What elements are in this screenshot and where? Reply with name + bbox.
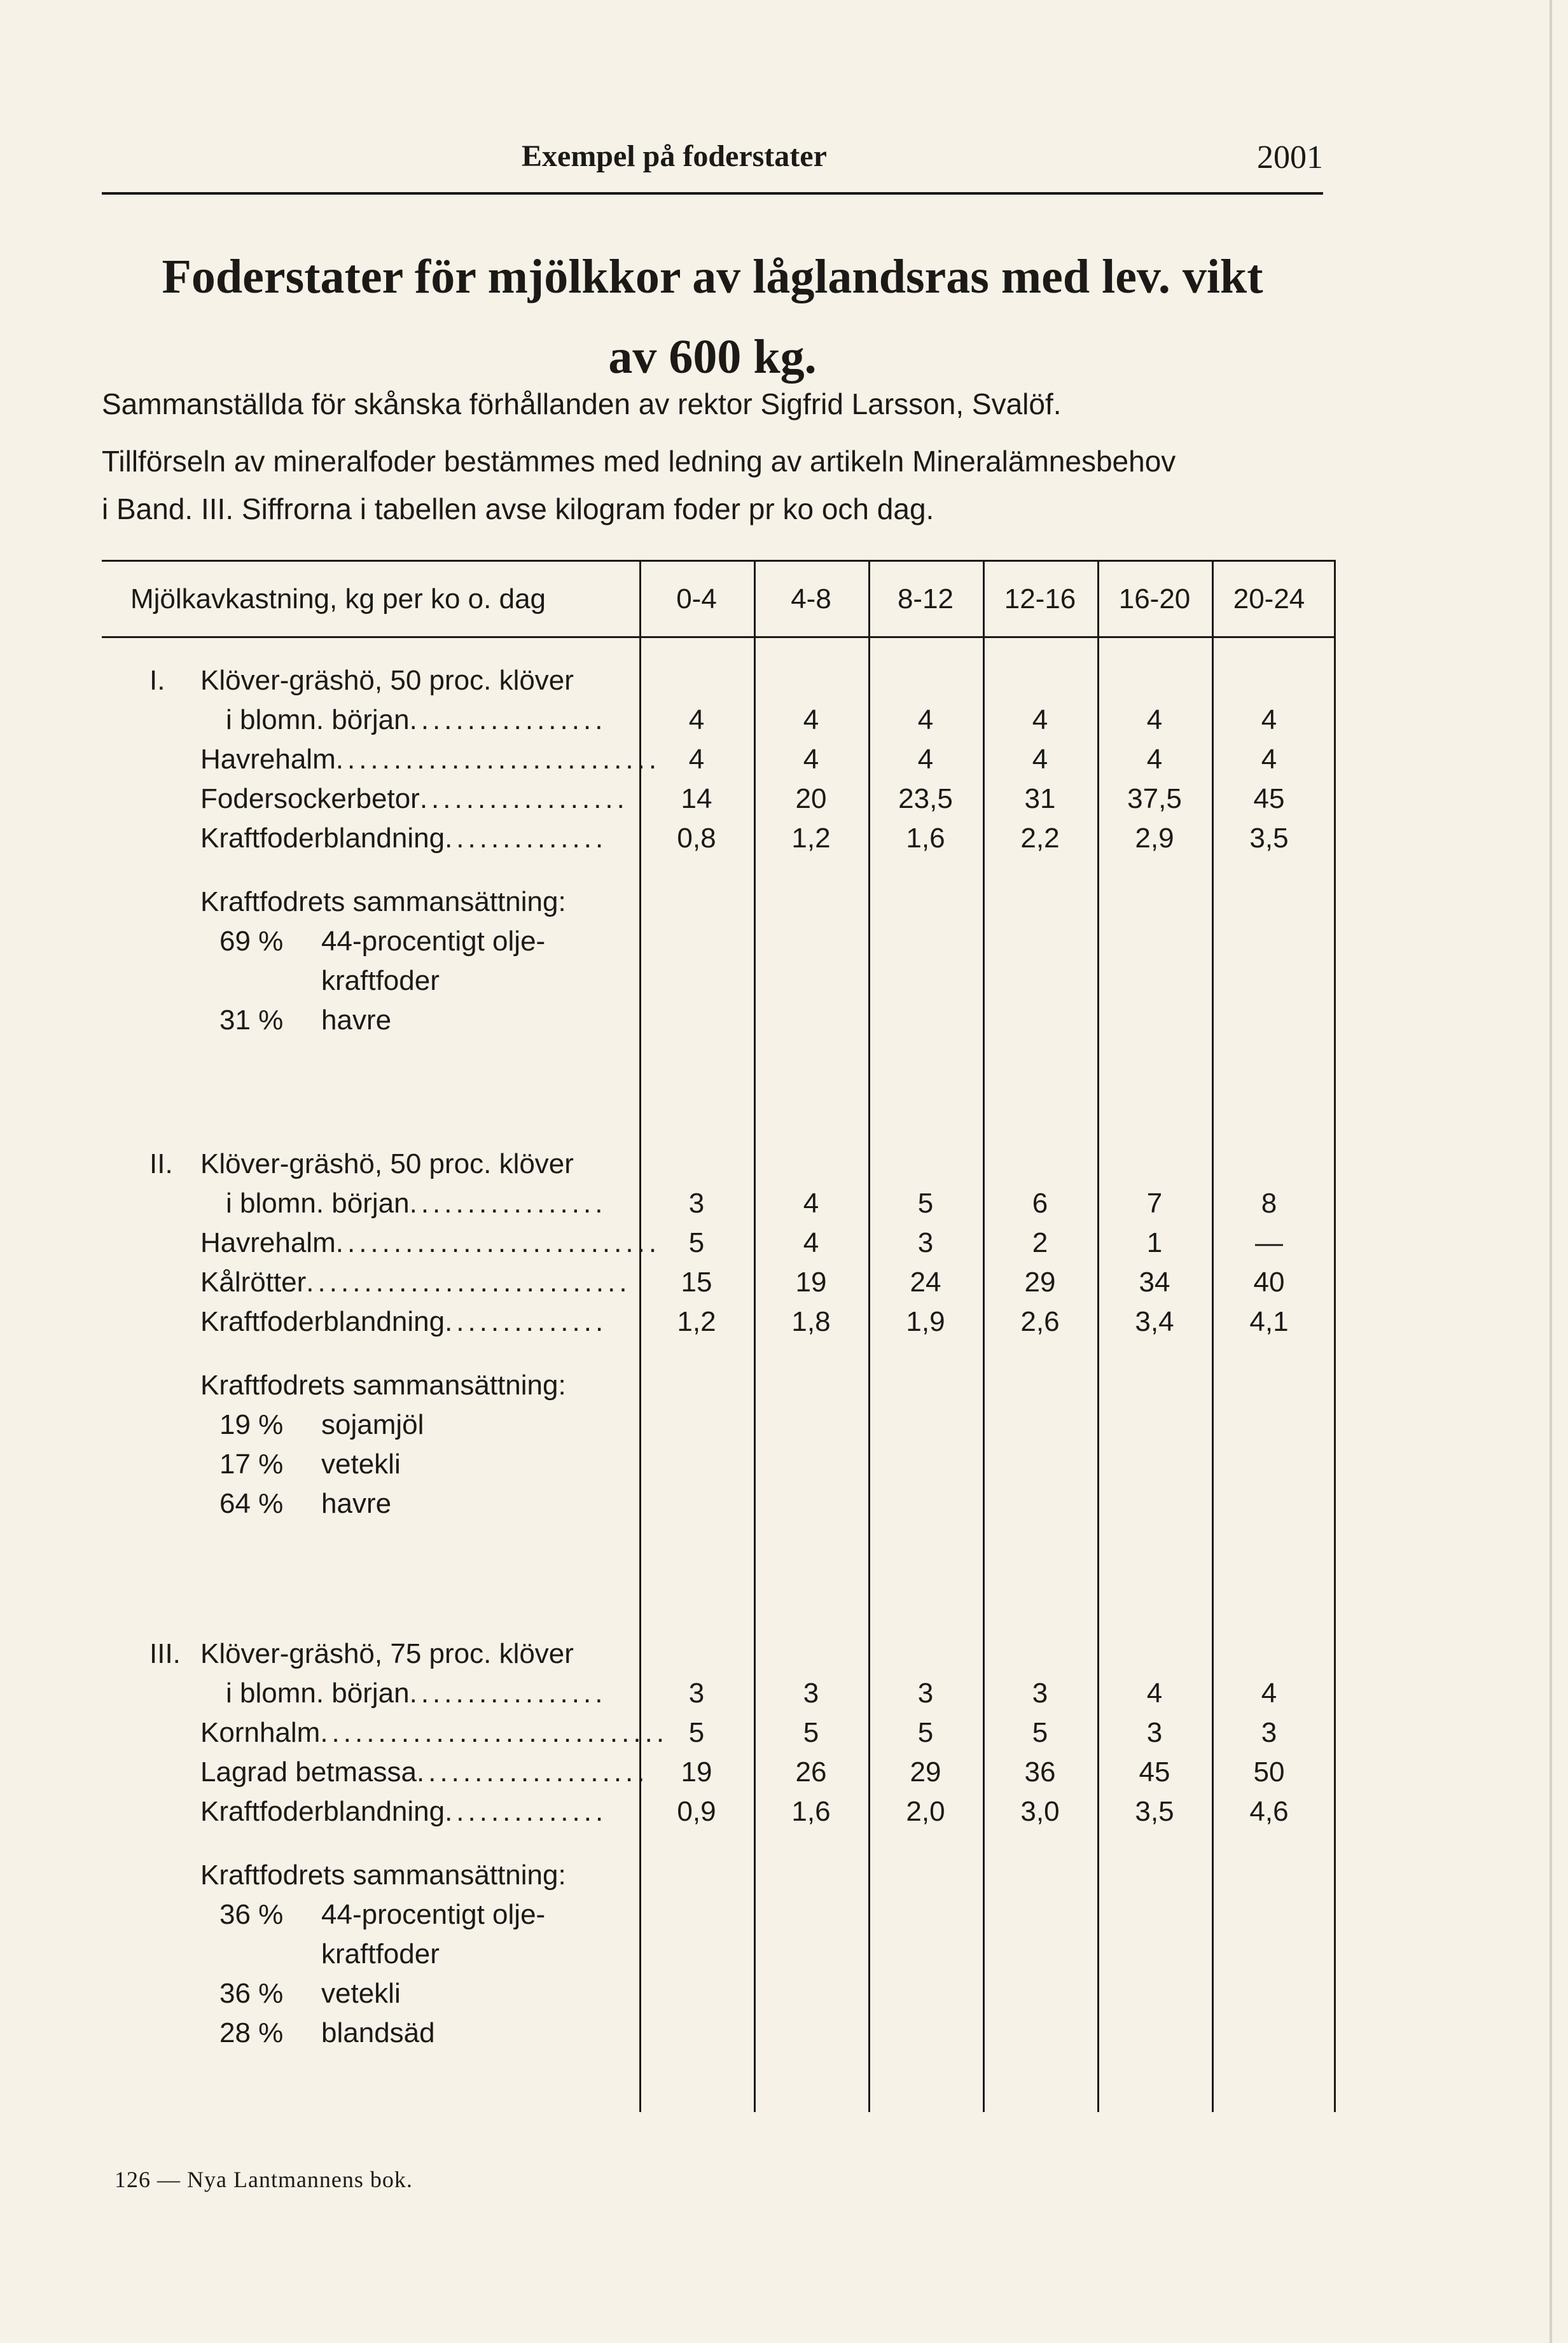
leader-dots: .................: [409, 1678, 607, 1709]
composition-label: Kraftfodrets sammansättning:: [200, 1370, 566, 1401]
feed-value: 4: [803, 704, 819, 735]
feed-value: 2,2: [1020, 823, 1060, 854]
running-head: [102, 127, 1323, 184]
feed-value: 3,0: [1020, 1796, 1060, 1827]
page-number: 2001: [1257, 139, 1323, 176]
leader-dots: ....................: [417, 1756, 649, 1788]
feed-value: 1,8: [791, 1306, 831, 1337]
feed-value: 4: [1146, 704, 1163, 735]
feed-item-label: i blomn. början.................: [226, 1674, 623, 1713]
feed-value: 5: [688, 1227, 705, 1258]
feed-item-label: i blomn. början.................: [226, 1185, 623, 1223]
feed-value: 34: [1139, 1267, 1170, 1298]
feed-item-label: Fodersockerbetor..................: [200, 780, 623, 818]
feed-value: 5: [803, 1717, 819, 1748]
column-rule: [1097, 560, 1099, 2112]
column-rule: [639, 560, 641, 2112]
feed-value: 36: [1024, 1756, 1056, 1788]
column-header: 0-4: [676, 583, 717, 615]
feed-value: 7: [1146, 1188, 1163, 1219]
feed-value: 4: [1261, 1678, 1277, 1709]
feed-value: 4: [803, 744, 819, 775]
page-title: [102, 237, 1323, 397]
feed-value: 4: [803, 1227, 819, 1258]
composition-percent: 69 %: [219, 926, 284, 957]
feed-value: 4: [688, 704, 705, 735]
feed-value: 2,0: [906, 1796, 945, 1827]
feed-value: 3: [688, 1678, 705, 1709]
composition-percent: 19 %: [219, 1409, 284, 1440]
feed-value: 2: [1032, 1227, 1048, 1258]
composition-ingredient: sojamjöl: [321, 1409, 424, 1440]
feed-item-label: i blomn. början.................: [226, 701, 623, 739]
table-header-rule: [102, 636, 1336, 638]
feed-value: 4: [1261, 744, 1277, 775]
feed-value: 3: [803, 1678, 819, 1709]
feed-value: 1,6: [791, 1796, 831, 1827]
feed-value: 4: [688, 744, 705, 775]
feed-value: 4: [1032, 704, 1048, 735]
feed-value: 3: [917, 1227, 934, 1258]
column-header: 12-16: [1004, 583, 1076, 615]
section-number: I.: [149, 665, 165, 696]
feed-value: 4: [917, 704, 934, 735]
composition-ingredient: kraftfoder: [321, 965, 440, 996]
leader-dots: ..............: [445, 823, 607, 854]
intro-line-2: Tillförseln av mineralfoder bestämmes med ledning av artikeln Mineralämnesbehov: [102, 445, 1176, 478]
title-line-2: av 600 kg.: [608, 330, 817, 384]
feed-value: 4: [803, 1188, 819, 1219]
feed-item-label: Kornhalm..............................: [200, 1714, 623, 1752]
feed-value: 3,5: [1135, 1796, 1174, 1827]
feed-value: 15: [681, 1267, 712, 1298]
feed-value: 4: [1261, 704, 1277, 735]
feed-value: 4: [917, 744, 934, 775]
composition-ingredient: 44-procentigt olje-: [321, 926, 546, 957]
feed-value: 2,6: [1020, 1306, 1060, 1337]
section-number: III.: [149, 1638, 181, 1669]
composition-ingredient: havre: [321, 1488, 392, 1519]
feed-value: 5: [688, 1717, 705, 1748]
feed-item-label: Klöver-gräshö, 75 proc. klöver: [200, 1638, 574, 1669]
feed-table: [102, 560, 1336, 2112]
feed-item-label: Klöver-gräshö, 50 proc. klöver: [200, 1148, 574, 1179]
intro-line-3: i Band. III. Siffrorna i tabellen avse kilogram foder pr ko och dag.: [102, 492, 934, 525]
feed-value: 1: [1146, 1227, 1163, 1258]
composition-ingredient: 44-procentigt olje-: [321, 1899, 546, 1930]
feed-value: 5: [917, 1717, 934, 1748]
feed-value: 1,2: [677, 1306, 716, 1337]
feed-value: 23,5: [898, 783, 953, 814]
composition-percent: 17 %: [219, 1449, 284, 1480]
feed-value: 19: [681, 1756, 712, 1788]
leader-dots: .................: [409, 704, 607, 735]
feed-value: 37,5: [1127, 783, 1182, 814]
table-right-rule: [1334, 560, 1336, 2112]
composition-percent: 28 %: [219, 2017, 284, 2048]
feed-item-label: Havrehalm............................: [200, 740, 623, 779]
feed-value: 3: [688, 1188, 705, 1219]
composition-percent: 36 %: [219, 1899, 284, 1930]
column-header: 20-24: [1233, 583, 1305, 615]
feed-value: 4: [1146, 744, 1163, 775]
feed-value: 5: [1032, 1717, 1048, 1748]
feed-value: 24: [910, 1267, 941, 1298]
feed-value: 19: [795, 1267, 827, 1298]
column-rule: [868, 560, 870, 2112]
column-header: 8-12: [897, 583, 954, 615]
composition-ingredient: kraftfoder: [321, 1938, 440, 1970]
feed-value: 5: [917, 1188, 934, 1219]
leader-dots: ..............: [445, 1306, 607, 1337]
intro-line-1: Sammanställda för skånska förhållanden av rektor Sigfrid Larsson, Svalöf.: [102, 387, 1062, 421]
feed-item-label: Lagrad betmassa....................: [200, 1753, 623, 1791]
feed-value: 45: [1253, 783, 1285, 814]
feed-value: 2,9: [1135, 823, 1174, 854]
feed-value: 3: [1032, 1678, 1048, 1709]
leader-dots: ..............................: [320, 1717, 669, 1748]
table-top-rule: [102, 560, 1336, 562]
feed-value: 20: [795, 783, 827, 814]
feed-item-label: Klöver-gräshö, 50 proc. klöver: [200, 665, 574, 696]
feed-value: 0,8: [677, 823, 716, 854]
composition-percent: 31 %: [219, 1005, 284, 1036]
leader-dots: ............................: [335, 1227, 661, 1258]
feed-value: 0,9: [677, 1796, 716, 1827]
column-rule: [983, 560, 985, 2112]
header-rule: [102, 192, 1323, 195]
column-header: 16-20: [1118, 583, 1191, 615]
feed-value: 4: [1032, 744, 1048, 775]
feed-value: 4: [1146, 1678, 1163, 1709]
feed-value: 1,2: [791, 823, 831, 854]
feed-value: 4,6: [1249, 1796, 1289, 1827]
feed-value: 3: [1261, 1717, 1277, 1748]
feed-value: 29: [1024, 1267, 1056, 1298]
leader-dots: ..................: [419, 783, 628, 814]
feed-value: 50: [1253, 1756, 1285, 1788]
feed-value: 3,4: [1135, 1306, 1174, 1337]
leader-dots: ............................: [306, 1267, 631, 1298]
leader-dots: ............................: [335, 744, 661, 775]
title-line-1: Foderstater för mjölkkor av låglandsras med lev. vikt: [162, 250, 1263, 303]
leader-dots: .................: [409, 1188, 607, 1219]
feed-value: —: [1255, 1227, 1283, 1258]
feed-value: 3: [917, 1678, 934, 1709]
feed-value: 4,1: [1249, 1306, 1289, 1337]
column-rule: [754, 560, 756, 2112]
composition-ingredient: vetekli: [321, 1978, 401, 2009]
feed-value: 1,9: [906, 1306, 945, 1337]
feed-value: 26: [795, 1756, 827, 1788]
feed-item-label: Kålrötter............................: [200, 1263, 623, 1302]
column-header-label: Mjölkavkastning, kg per ko o. dag: [130, 583, 546, 615]
column-rule: [1212, 560, 1214, 2112]
feed-value: 31: [1024, 783, 1056, 814]
feed-value: 3: [1146, 1717, 1163, 1748]
feed-value: 45: [1139, 1756, 1170, 1788]
composition-percent: 36 %: [219, 1978, 284, 2009]
feed-item-label: Havrehalm............................: [200, 1224, 623, 1262]
feed-value: 29: [910, 1756, 941, 1788]
feed-item-label: Kraftfoderblandning..............: [200, 819, 623, 858]
composition-label: Kraftfodrets sammansättning:: [200, 1860, 566, 1891]
footer: 126 — Nya Lantmannens bok.: [114, 2167, 413, 2192]
composition-percent: 64 %: [219, 1488, 284, 1519]
column-header: 4-8: [791, 583, 831, 615]
feed-item-label: Kraftfoderblandning..............: [200, 1793, 623, 1831]
feed-value: 14: [681, 783, 712, 814]
leader-dots: ..............: [445, 1796, 607, 1827]
composition-ingredient: havre: [321, 1005, 392, 1036]
feed-item-label: Kraftfoderblandning..............: [200, 1303, 623, 1341]
running-title: Exempel på foderstater: [522, 139, 827, 173]
composition-ingredient: blandsäd: [321, 2017, 435, 2048]
feed-value: 3,5: [1249, 823, 1289, 854]
composition-label: Kraftfodrets sammansättning:: [200, 886, 566, 917]
section-number: II.: [149, 1148, 173, 1179]
feed-value: 1,6: [906, 823, 945, 854]
composition-ingredient: vetekli: [321, 1449, 401, 1480]
feed-value: 8: [1261, 1188, 1277, 1219]
feed-value: 6: [1032, 1188, 1048, 1219]
feed-value: 40: [1253, 1267, 1285, 1298]
page-edge: [1550, 0, 1552, 2343]
